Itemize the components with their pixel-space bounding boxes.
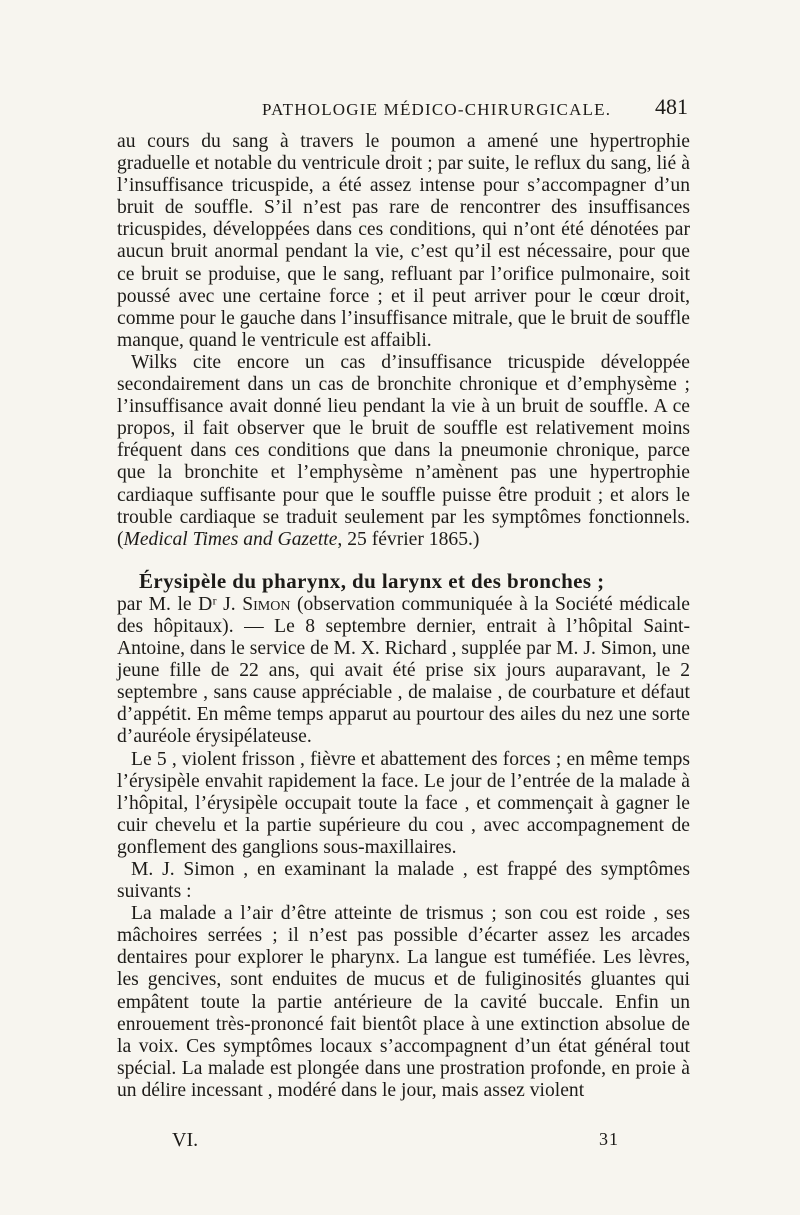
case-intro-text: (observation communiquée à la Société médicale des hôpitaux). — Le 8 septembre dernier, entrait à l’hôpital Saint-Antoine, dans le service de M. X. Richard , supplée par M. J. Simon, une jeune fille de 22 ans, qui avait été prise six jours auparavant, le 2 septembre , sans cause appréciable , de malaise , de courbature et défaut d’appétit. En même temps apparut au pourtour des ailes du nez une sorte d’auréole érysipélateuse.: [117, 593, 691, 748]
page-body: [117, 131, 690, 1102]
page-number: 481: [655, 94, 688, 119]
paragraph-symptoms: La malade a l’air d’être atteinte de trismus ; son cou est roide , ses mâchoires serrées ; il n’est pas possible d’écarter assez les arcades dentaires pour explorer le pharynx. La langue est tuméfiée. Les lèvres, les gencives, sont enduites de mucus et de fuliginosités gluantes qui empâtent toute la partie antérieure de la cavité buccale. Enfin un enrouement très-prononcé fait bientôt place à une extinction absolue de la voix. Ces symptômes locaux s’accompagnent d’un état général tout spécial. La malade est plongée dans une prostration profonde, en proie à un délire incessant , modéré dans le jour, mais assez violent: [117, 903, 690, 1101]
section-heading-block: [117, 570, 690, 749]
paragraph-wilks-text: Wilks cite encore un cas d’insuffisance tricuspide développée secondairement dans un cas de bronchite chronique et d’emphysème ; l’insuffisance avait donné lieu pendant la vie à un bruit de souffle. A ce propos, il fait observer que le bruit de souffle est relativement moins fréquent dans ces conditions que dans la pneumonie chronique, parce que la bronchite et l’emphysème n’amènent pas une hypertrophie cardiaque suffisante pour que le souffle puisse être produit ; et alors le trouble cardiaque se traduit seulement par les symptômes fonctionnels. (: [117, 351, 690, 550]
paragraph-wilks: [117, 352, 690, 551]
running-title: PATHOLOGIE MÉDICO-CHIRURGICALE.: [262, 100, 612, 119]
paragraph-examination: M. J. Simon , en examinant la malade , est frappé des symptômes suivants :: [117, 859, 690, 903]
signature-volume: VI.: [172, 1129, 199, 1151]
paragraph-continued: au cours du sang à travers le poumon a amené une hypertrophie graduelle et notable du ventricule droit ; par suite, le reflux du sang, lié à l’insuffisance tricuspide, a été assez intense pour s’accompagner d’un bruit de souffle. S’il n’est pas rare de rencontrer des insuffisances tricuspides, développées dans ces conditions, qui n’ont été dénotées par aucun bruit anormal pendant la vie, c’est qu’il est nécessaire, pour que ce bruit se produise, que le sang, refluant par l’orifice pulmonaire, soit poussé avec une certaine force ; et il peut arriver pour le cœur droit, comme pour le gauche dans l’insuffisance mitrale, que le bruit de souffle manque, quand le ventricule est affaibli.: [117, 131, 690, 351]
paragraph-onset: Le 5 , violent frisson , fièvre et abattement des forces ; en même temps l’érysipèle envahit rapidement la face. Le jour de l’entrée de la malade à l’hôpital, l’érysipèle occupait toute la face , et commençait à gagner le cuir chevelu et la partie supérieure du cou , avec accompagnement de gonflement des ganglions sous-maxillaires.: [117, 748, 690, 858]
page-footer: [117, 1129, 690, 1159]
page-header: [117, 94, 690, 128]
section-byline: par M. le Dʳ J.: [117, 593, 243, 615]
section-gap: [117, 551, 690, 570]
section-title: Érysipèle du pharynx, du larynx et des bronches ;: [139, 568, 605, 593]
journal-citation: Medical Times and Gazette: [123, 528, 338, 550]
signature-number: 31: [599, 1129, 619, 1149]
author-name: Simon: [242, 593, 291, 615]
citation-date: , 25 février 1865.): [337, 528, 480, 550]
